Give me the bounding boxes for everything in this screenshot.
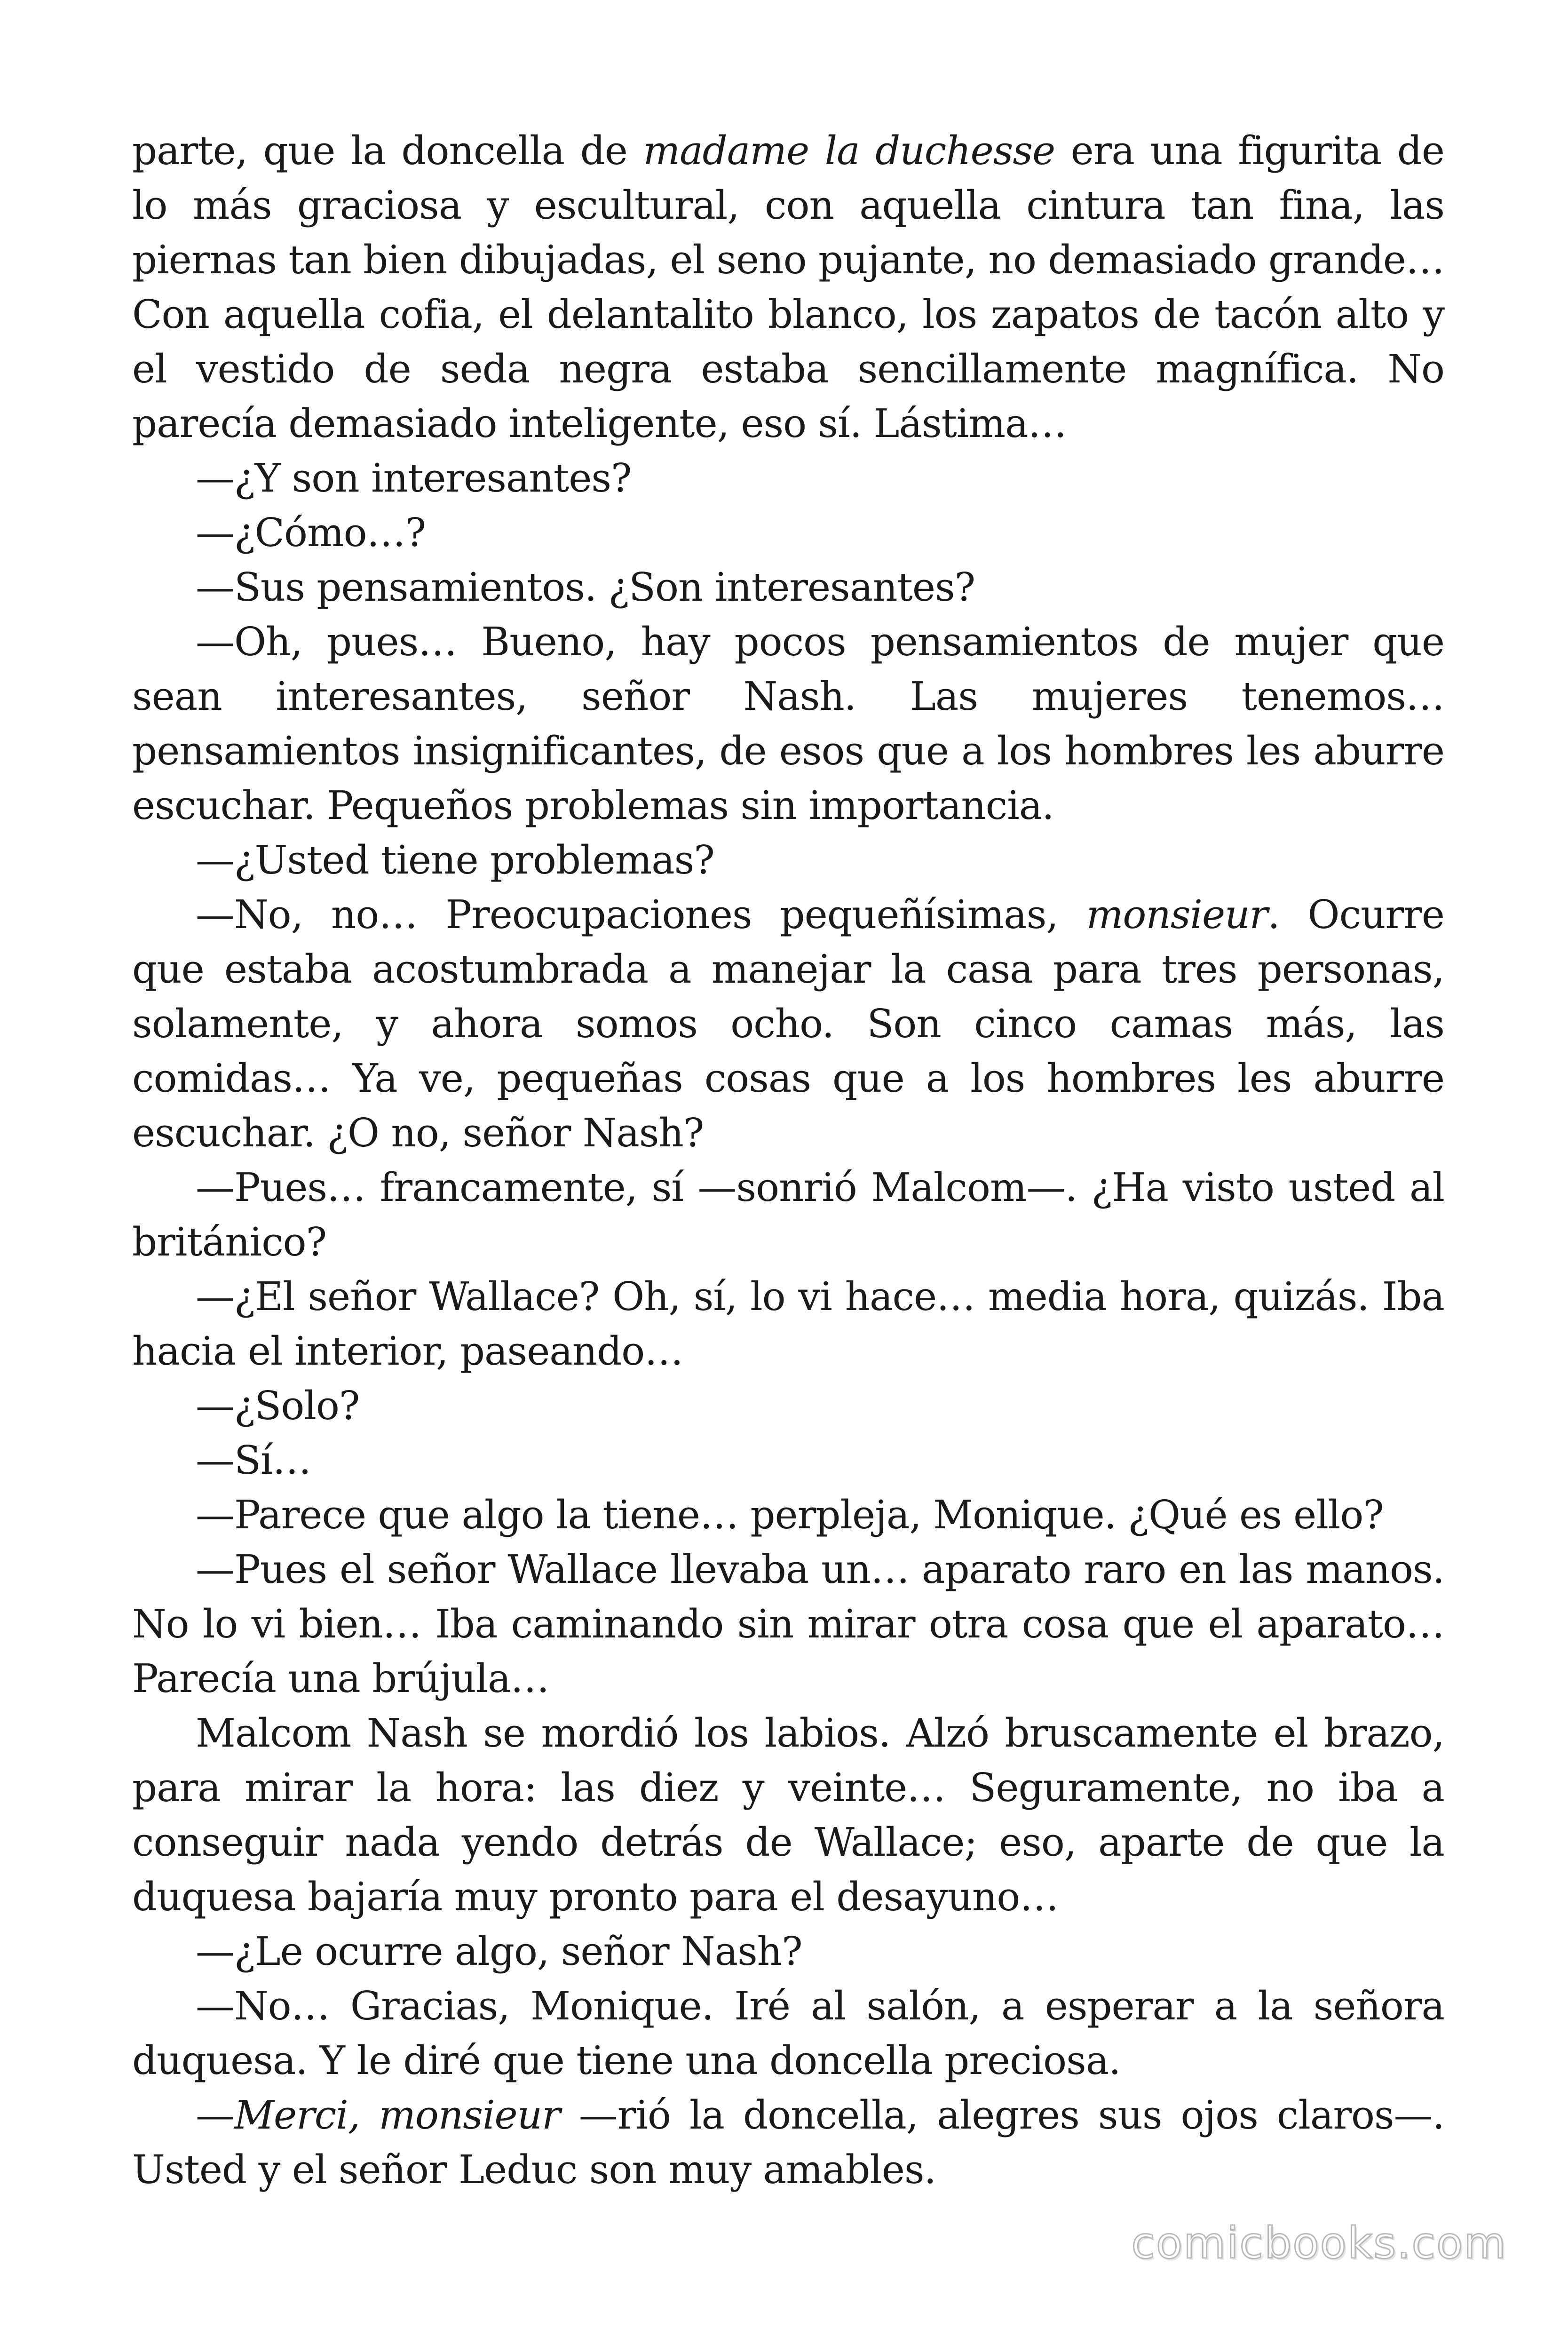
text-run: —rió la doncella, alegres sus ojos claros—. Usted y el señor Leduc son muy amables. [132, 2092, 1444, 2193]
paragraph-16 [132, 1979, 1444, 2088]
text-run: —Sí… [196, 1438, 311, 1483]
paragraph-9 [132, 1270, 1444, 1379]
paragraph-12 [132, 1488, 1444, 1542]
text-run: Malcom Nash se mordió los labios. Alzó bruscamente el brazo, para mirar la hora: las diez y veinte… Seguramente, no iba a conseguir nada yendo detrás de Wallace; eso, aparte de que la duquesa bajaría muy pronto para el desayuno… [132, 1710, 1444, 1920]
paragraph-5 [132, 615, 1444, 833]
paragraph-4 [132, 560, 1444, 615]
text-run: —¿Solo? [196, 1383, 360, 1429]
italic-text-run: monsieur [1086, 892, 1268, 938]
paragraph-6 [132, 833, 1444, 888]
text-run: — [196, 2092, 234, 2138]
text-run: —¿Y son interesantes? [196, 455, 632, 501]
italic-text-run: madame la duchesse [643, 128, 1055, 174]
paragraph-15 [132, 1924, 1444, 1979]
text-run: . Ocurre que estaba acostumbrada a manejar la casa para tres personas, solamente, y ahora somos ocho. Son cinco camas más, las comidas… Ya ve, pequeñas cosas que a los hombres les aburre escuchar. ¿O no, señor Nash? [132, 892, 1444, 1156]
watermark-logo: comicbooks.com [1131, 2218, 1507, 2268]
paragraph-13 [132, 1542, 1444, 1706]
paragraph-10 [132, 1379, 1444, 1433]
text-run: —Oh, pues… Bueno, hay pocos pensamientos de mujer que sean interesantes, señor Nash. Las mujeres tenemos… pensamientos insignificantes, de esos que a los hombres les aburre escuchar. Pequeños problemas sin importancia. [132, 619, 1444, 828]
paragraph-8 [132, 1160, 1444, 1270]
text-run: —Pues el señor Wallace llevaba un… aparato raro en las manos. No lo vi bien… Iba caminando sin mirar otra cosa que el aparato… Parecía una brújula… [132, 1547, 1444, 1701]
paragraph-17 [132, 2088, 1444, 2197]
paragraph-2 [132, 451, 1444, 506]
text-run: era una figurita de lo más graciosa y escultural, con aquella cintura tan fina, las piernas tan bien dibujadas, el seno pujante, no demasiado grande… Con aquella cofia, el delantalito blanco, los zapatos de tacón alto y el vestido de seda negra estaba sencillamente magnífica. No parecía demasiado inteligente, eso sí. Lástima… [132, 128, 1444, 446]
text-run: parte, que la doncella de [132, 128, 643, 174]
paragraph-3 [132, 506, 1444, 560]
paragraph-11 [132, 1433, 1444, 1488]
text-run: —¿El señor Wallace? Oh, sí, lo vi hace… media hora, quizás. Iba hacia el interior, paseando… [132, 1274, 1444, 1374]
book-page-text [132, 124, 1444, 2197]
text-run: —Parece que algo la tiene… perpleja, Monique. ¿Qué es ello? [196, 1492, 1384, 1538]
paragraph-7 [132, 888, 1444, 1160]
paragraph-1 [132, 124, 1444, 451]
text-run: —¿Usted tiene problemas? [196, 837, 714, 883]
text-run: —Sus pensamientos. ¿Son interesantes? [196, 564, 975, 610]
italic-text-run: Merci, monsieur [234, 2092, 560, 2138]
text-run: —¿Le ocurre algo, señor Nash? [196, 1929, 802, 1974]
text-run: —No… Gracias, Monique. Iré al salón, a esperar a la señora duquesa. Y le diré que tiene una doncella preciosa. [132, 1983, 1444, 2083]
text-run: —Pues… francamente, sí —sonrió Malcom—. ¿Ha visto usted al británico? [132, 1165, 1444, 1265]
text-run: —¿Cómo…? [196, 510, 426, 556]
paragraph-14 [132, 1706, 1444, 1924]
text-run: —No, no… Preocupaciones pequeñísimas, [196, 892, 1086, 938]
